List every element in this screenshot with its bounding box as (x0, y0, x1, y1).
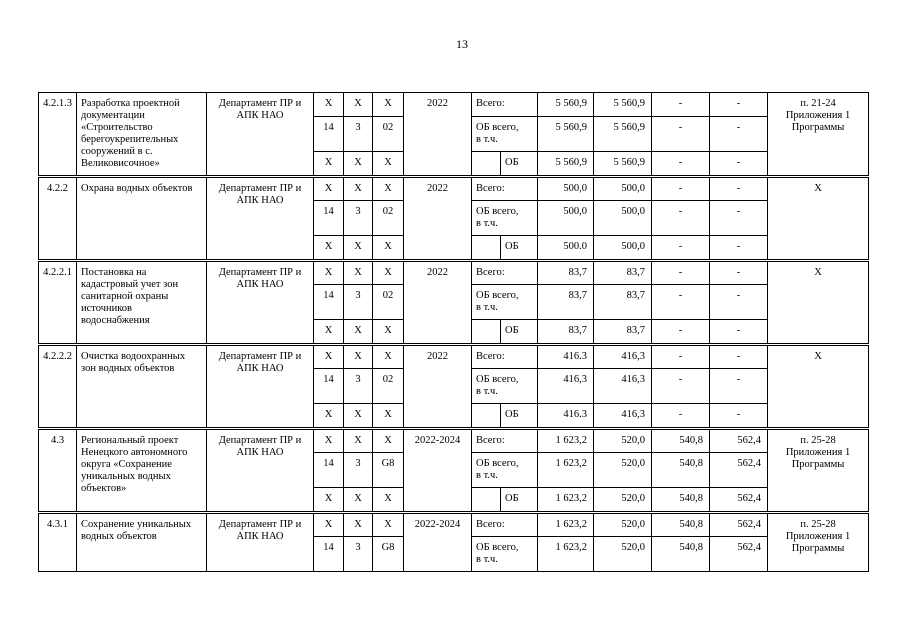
year-cell: 2022-2024 (404, 513, 472, 572)
code-cell: Х (314, 404, 344, 429)
responsible-executor: Департамент ПР и АПК НАО (207, 261, 314, 345)
amount-cell: - (710, 404, 768, 429)
code-cell: Х (373, 404, 404, 429)
year-cell: 2022-2024 (404, 429, 472, 513)
amount-cell: 1 623,2 (538, 453, 594, 488)
note-cell: Х (768, 177, 869, 261)
amount-cell: - (652, 404, 710, 429)
code-cell: Х (314, 488, 344, 513)
amount-cell: 1 623,2 (538, 537, 594, 572)
program-activities-table (38, 92, 869, 572)
code-cell: Х (373, 488, 404, 513)
amount-cell: - (710, 320, 768, 345)
amount-cell: - (652, 285, 710, 320)
item-number: 4.2.2.2 (39, 345, 77, 429)
amount-cell: - (652, 261, 710, 285)
code-cell: Х (373, 261, 404, 285)
code-cell: Х (314, 236, 344, 261)
amount-cell: 562,4 (710, 513, 768, 537)
code-cell: 14 (314, 117, 344, 152)
source-spacer (472, 488, 501, 513)
note-cell: п. 25-28 Приложения 1 Программы (768, 513, 869, 572)
amount-cell: - (710, 369, 768, 404)
code-cell: Х (373, 429, 404, 453)
amount-cell: - (710, 345, 768, 369)
amount-cell: 5 560,9 (538, 117, 594, 152)
amount-cell: 540,8 (652, 453, 710, 488)
code-cell: Х (314, 152, 344, 177)
code-cell: 14 (314, 453, 344, 488)
responsible-executor: Департамент ПР и АПК НАО (207, 429, 314, 513)
amount-cell: 416,3 (538, 369, 594, 404)
code-cell: Х (344, 404, 373, 429)
page-number: 13 (456, 37, 468, 51)
code-cell: Х (373, 177, 404, 201)
table-body (39, 93, 869, 572)
funding-source: Всего: (472, 345, 538, 369)
code-cell: Х (314, 345, 344, 369)
table-row (39, 261, 869, 285)
responsible-executor: Департамент ПР и АПК НАО (207, 345, 314, 429)
code-cell: Х (344, 177, 373, 201)
code-cell: 14 (314, 201, 344, 236)
amount-cell: 416.3 (538, 345, 594, 369)
funding-source: ОБ всего, в т.ч. (472, 453, 538, 488)
code-cell: Х (314, 513, 344, 537)
amount-cell: 500,0 (538, 201, 594, 236)
amount-cell: 500,0 (594, 201, 652, 236)
amount-cell: 562,4 (710, 453, 768, 488)
item-name: Сохранение уникальных водных объектов (77, 513, 207, 572)
amount-cell: 416,3 (594, 404, 652, 429)
source-spacer (472, 320, 501, 345)
amount-cell: 520,0 (594, 513, 652, 537)
amount-cell: - (652, 93, 710, 117)
amount-cell: 500,0 (594, 236, 652, 261)
code-cell: Х (314, 177, 344, 201)
code-cell: G8 (373, 453, 404, 488)
amount-cell: - (652, 320, 710, 345)
amount-cell: - (710, 261, 768, 285)
amount-cell: 540,8 (652, 429, 710, 453)
year-cell: 2022 (404, 93, 472, 177)
amount-cell: 83,7 (538, 285, 594, 320)
code-cell: 02 (373, 201, 404, 236)
item-name: Региональный проект Ненецкого автономного округа «Сохранение уникальных водных объектов» (77, 429, 207, 513)
funding-source: Всего: (472, 177, 538, 201)
amount-cell: 500,0 (538, 177, 594, 201)
responsible-executor: Департамент ПР и АПК НАО (207, 513, 314, 572)
code-cell: 14 (314, 537, 344, 572)
amount-cell: - (652, 152, 710, 177)
amount-cell: 416,3 (594, 345, 652, 369)
code-cell: Х (344, 152, 373, 177)
funding-sub-source: ОБ (501, 152, 538, 177)
amount-cell: - (652, 236, 710, 261)
amount-cell: 500.0 (538, 236, 594, 261)
responsible-executor: Департамент ПР и АПК НАО (207, 177, 314, 261)
amount-cell: 5 560,9 (594, 152, 652, 177)
code-cell: Х (344, 429, 373, 453)
code-cell: Х (314, 429, 344, 453)
amount-cell: - (652, 201, 710, 236)
code-cell: Х (344, 320, 373, 345)
code-cell: G8 (373, 537, 404, 572)
amount-cell: 83,7 (594, 261, 652, 285)
code-cell: Х (373, 345, 404, 369)
item-number: 4.2.2 (39, 177, 77, 261)
amount-cell: - (652, 369, 710, 404)
code-cell: Х (344, 513, 373, 537)
amount-cell: - (710, 285, 768, 320)
amount-cell: 5 560,9 (594, 93, 652, 117)
code-cell: 3 (344, 201, 373, 236)
amount-cell: 562,4 (710, 488, 768, 513)
amount-cell: - (710, 201, 768, 236)
funding-sub-source: ОБ (501, 320, 538, 345)
year-cell: 2022 (404, 261, 472, 345)
amount-cell: - (652, 117, 710, 152)
amount-cell: 1 623,2 (538, 429, 594, 453)
code-cell: Х (373, 513, 404, 537)
amount-cell: 500,0 (594, 177, 652, 201)
code-cell: 02 (373, 285, 404, 320)
table-row (39, 93, 869, 117)
year-cell: 2022 (404, 177, 472, 261)
code-cell: 3 (344, 537, 373, 572)
item-name: Постановка на кадастровый учет зон санитарной охраны источников водоснабжения (77, 261, 207, 345)
responsible-executor: Департамент ПР и АПК НАО (207, 93, 314, 177)
item-number: 4.3 (39, 429, 77, 513)
amount-cell: 83,7 (538, 261, 594, 285)
amount-cell: 1 623,2 (538, 488, 594, 513)
amount-cell: 5 560,9 (538, 93, 594, 117)
code-cell: 3 (344, 369, 373, 404)
note-cell: п. 25-28 Приложения 1 Программы (768, 429, 869, 513)
amount-cell: 83,7 (538, 320, 594, 345)
code-cell: Х (344, 236, 373, 261)
funding-source: ОБ всего, в т.ч. (472, 201, 538, 236)
amount-cell: 416,3 (594, 369, 652, 404)
note-cell: п. 21-24 Приложения 1 Программы (768, 93, 869, 177)
amount-cell: 520,0 (594, 488, 652, 513)
code-cell: Х (373, 93, 404, 117)
item-name: Охрана водных объектов (77, 177, 207, 261)
code-cell: Х (344, 93, 373, 117)
code-cell: Х (344, 488, 373, 513)
code-cell: Х (314, 93, 344, 117)
funding-sub-source: ОБ (501, 488, 538, 513)
amount-cell: 540,8 (652, 513, 710, 537)
item-number: 4.2.1.3 (39, 93, 77, 177)
amount-cell: 540,8 (652, 537, 710, 572)
funding-source: Всего: (472, 261, 538, 285)
code-cell: 02 (373, 117, 404, 152)
note-cell: Х (768, 345, 869, 429)
code-cell: 3 (344, 453, 373, 488)
code-cell: 14 (314, 369, 344, 404)
year-cell: 2022 (404, 345, 472, 429)
amount-cell: 562,4 (710, 429, 768, 453)
amount-cell: 5 560,9 (538, 152, 594, 177)
code-cell: Х (314, 320, 344, 345)
code-cell: 3 (344, 285, 373, 320)
item-name: Очистка водоохранных зон водных объектов (77, 345, 207, 429)
amount-cell: 1 623,2 (538, 513, 594, 537)
amount-cell: 520,0 (594, 453, 652, 488)
amount-cell: - (710, 177, 768, 201)
amount-cell: - (710, 93, 768, 117)
amount-cell: - (710, 152, 768, 177)
source-spacer (472, 404, 501, 429)
funding-sub-source: ОБ (501, 404, 538, 429)
funding-sub-source: ОБ (501, 236, 538, 261)
amount-cell: 540,8 (652, 488, 710, 513)
table-row (39, 513, 869, 537)
item-number: 4.2.2.1 (39, 261, 77, 345)
source-spacer (472, 152, 501, 177)
note-cell: Х (768, 261, 869, 345)
funding-source: Всего: (472, 513, 538, 537)
funding-source: Всего: (472, 93, 538, 117)
code-cell: Х (373, 320, 404, 345)
code-cell: Х (344, 345, 373, 369)
amount-cell: 5 560,9 (594, 117, 652, 152)
funding-source: ОБ всего, в т.ч. (472, 285, 538, 320)
funding-source: ОБ всего, в т.ч. (472, 369, 538, 404)
code-cell: Х (373, 236, 404, 261)
code-cell: 14 (314, 285, 344, 320)
table-row (39, 429, 869, 453)
amount-cell: - (710, 236, 768, 261)
amount-cell: 520,0 (594, 537, 652, 572)
item-number: 4.3.1 (39, 513, 77, 572)
funding-source: ОБ всего, в т.ч. (472, 537, 538, 572)
amount-cell: 83,7 (594, 285, 652, 320)
amount-cell: 562,4 (710, 537, 768, 572)
code-cell: 02 (373, 369, 404, 404)
table-row (39, 177, 869, 201)
code-cell: Х (314, 261, 344, 285)
code-cell: Х (373, 152, 404, 177)
source-spacer (472, 236, 501, 261)
table-row (39, 345, 869, 369)
amount-cell: - (652, 345, 710, 369)
code-cell: Х (344, 261, 373, 285)
funding-source: Всего: (472, 429, 538, 453)
amount-cell: 83,7 (594, 320, 652, 345)
amount-cell: - (710, 117, 768, 152)
code-cell: 3 (344, 117, 373, 152)
amount-cell: - (652, 177, 710, 201)
item-name: Разработка проектной документации «Строительство берегоукрепительных сооружений в с. Великовисочное» (77, 93, 207, 177)
amount-cell: 416.3 (538, 404, 594, 429)
funding-source: ОБ всего, в т.ч. (472, 117, 538, 152)
amount-cell: 520,0 (594, 429, 652, 453)
